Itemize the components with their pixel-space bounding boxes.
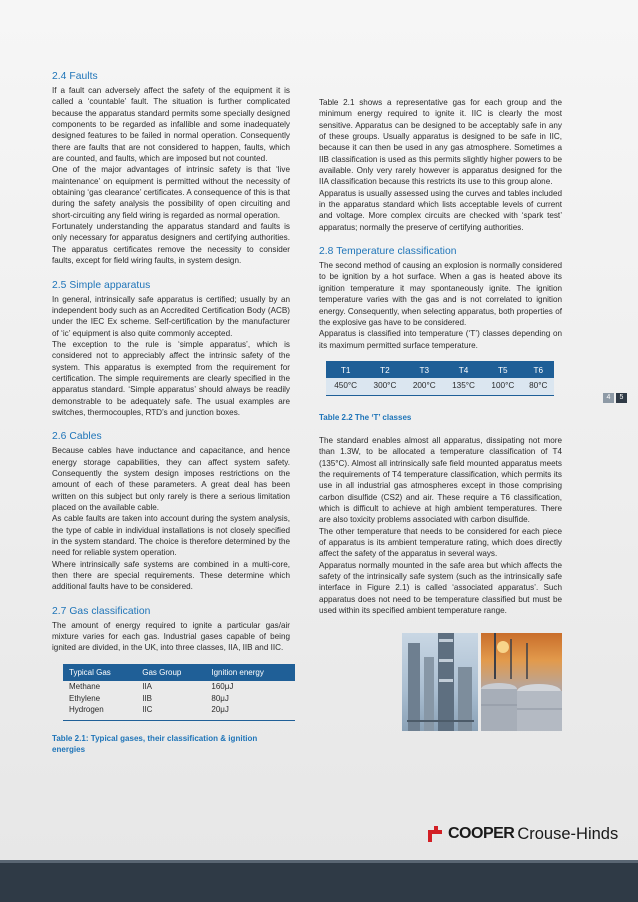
page-number-right: 5 — [616, 393, 627, 403]
table-cell: 80°C — [522, 378, 554, 395]
table-row — [63, 681, 295, 693]
table-cell: 100°C — [483, 378, 522, 395]
paragraph: The other temperature that needs to be considered for each piece of apparatus is its ambient temperature rating, which does directly affect the safety of the apparatus in several ways. — [319, 526, 562, 559]
paragraph: Because cables have inductance and capacitance, and hence energy storage capabilities, they can affect system safety. Consequently the system design imposes restrictions on the amount of each of these parameters. A great deal has been written on this subject but only rarely is there a serious limitation placed on the available cable. — [52, 446, 290, 512]
table-header: T2 — [365, 361, 404, 378]
section-heading-temperature-classification: 2.8 Temperature classification — [319, 246, 457, 258]
paragraph: Fortunately understanding the apparatus standard and faults is only necessary for apparatus designers and certifying authorities. The apparatus certificates remove the necessity to consider faults, except for field wiring faults, in system design. — [52, 222, 290, 266]
paragraph: The amount of energy required to ignite a particular gas/air mixture varies for each gas. Industrial gases capable of being ignited are divided, in the UK, into three classes, IIA, IIB and IIC. — [52, 620, 290, 653]
table-cell: 160μJ — [211, 682, 234, 692]
table-header: Typical Gas — [63, 664, 136, 682]
table-cell: Methane — [69, 682, 101, 692]
table-cell: IIB — [142, 693, 152, 703]
section-heading-gas-classification: 2.7 Gas classification — [52, 605, 151, 617]
cooper-crouse-hinds-logo — [428, 826, 618, 842]
paragraph: Where intrinsically safe systems are combined in a multi-core, then there are special requirements. These determine which additional faults have to be considered. — [52, 559, 290, 592]
section-heading-simple-apparatus: 2.5 Simple apparatus — [52, 279, 151, 291]
paragraph: Apparatus is usually assessed using the curves and tables included in the apparatus standard which lists acceptable levels of current and voltage. More complex circuits are checked with ‘spark test’ apparatus; normally the preserve of certifying authorities. — [319, 188, 562, 232]
table-cell: 300°C — [365, 378, 404, 395]
table-header: T3 — [405, 361, 444, 378]
gas-classification-table — [63, 664, 295, 721]
temperature-class-table — [326, 361, 554, 396]
table-cell: 200°C — [405, 378, 444, 395]
table-cell: 450°C — [326, 378, 365, 395]
table-row — [63, 693, 295, 705]
table-cell: 80μJ — [211, 693, 229, 703]
industrial-towers-photo — [402, 633, 478, 731]
paragraph: The exception to the rule is ‘simple apparatus’, which is considered not to appreciably affect the intrinsic safety of the system. This apparatus is exempted from the requirement for certification. The simple requirements are clearly specified in the apparatus standard. ‘Simple apparatus’ should always be readily demonstrable to be adequately safe. The usual examples are switches, thermocouples, RTD’s and junction boxes. — [52, 339, 290, 417]
paragraph: In general, intrinsically safe apparatus is certified; usually by an independent body such as an Accredited Certification Body (ACB) under the IEC Ex scheme. Self-certification by the manufacturer of ‘ic’ equipment is also quite commonly accepted. — [52, 294, 290, 338]
table-row — [326, 378, 554, 395]
logo-cooper-text: COOPER — [448, 825, 515, 842]
table-header: T5 — [483, 361, 522, 378]
paragraph: Apparatus normally mounted in the safe area but which affects the safety of the intrinsically safe system (such as the intrinsically safe interface in Figure 2.1) is called ‘associated apparatus’. Such apparatus does not need to be temperature classified but must be used within its specified ambient temperature range. — [319, 560, 562, 616]
table-header: Gas Group — [136, 664, 205, 682]
table-header: T6 — [522, 361, 554, 378]
table-caption: Table 2.2 The ‘T’ classes — [319, 412, 412, 422]
logo-crouse-hinds-text: Crouse-Hinds — [517, 825, 619, 843]
footer-band — [0, 860, 638, 902]
table-cell: Hydrogen — [63, 704, 136, 720]
table-header: T4 — [444, 361, 483, 378]
page-numbers — [603, 393, 627, 403]
paragraph: Table 2.1 shows a representative gas for each group and the minimum energy required to ignite it. IIC is clearly the most sensitive. Apparatus can be designed to be acceptably safe in any of these groups. Usually apparatus is designed to be safe in IIC, because it can then be used in any gas atmosphere. Sometimes a IIB classification is used as this permits slightly higher powers to be available. Only very rarely however is apparatus designed for the IIA classification because this restricts its use to this group alone. — [319, 98, 562, 187]
table-cell: IIC — [136, 704, 205, 720]
table-cell: 135°C — [444, 378, 483, 395]
paragraph: As cable faults are taken into account during the system analysis, the type of cable in individual installations is not closely specified in the system standard. The choice is therefore determined by the need for reliable system operation. — [52, 514, 290, 558]
page-number-left: 4 — [603, 393, 614, 403]
paragraph: If a fault can adversely affect the safety of the equipment it is called a ‘countable’ fault. The situation is further complicated because the apparatus standard permits some specially designed components to be regarded as infallible and some inadequately designed features to be failed in normal operation. Consequently there are faults that are not considered to happen, faults, which are counted, and faults, which are imposed but not counted. — [52, 86, 290, 164]
table-caption: Table 2.1: Typical gases, their classification & ignition energies — [52, 733, 258, 755]
table-cell: IIA — [142, 682, 152, 692]
section-heading-cables: 2.6 Cables — [52, 431, 102, 443]
paragraph: The standard enables almost all apparatus, dissipating not more than 1.3W, to be allocated a temperature classification of T4 (135°C). Almost all intrinsically safe field mounted apparatus meets the requirements of T4 temperature classification, which permits its use in all industrial gas atmospheres except in those comprising carbon disulfide (CS2) and air. These require a T6 classification, which is difficult to achieve at high ambient temperatures. There are also toxicity problems associated with carbon disulfide. — [319, 435, 562, 525]
storage-tanks-sunset-photo — [481, 633, 562, 731]
left-column — [52, 70, 290, 755]
section-heading-faults: 2.4 Faults — [52, 71, 98, 82]
table-header: Ignition energy — [205, 664, 295, 682]
table-cell: 20μJ — [205, 704, 295, 720]
table-cell: Ethylene — [69, 693, 101, 703]
right-column — [319, 97, 562, 616]
paragraph: Apparatus is classified into temperature (‘T’) classes depending on its maximum permitted surface temperature. — [319, 329, 562, 350]
table-header: T1 — [326, 361, 365, 378]
table-row — [63, 704, 295, 720]
cooper-logo-icon — [428, 826, 444, 842]
paragraph: One of the major advantages of intrinsic safety is that ‘live maintenance’ on equipment is permitted without the necessity of obtaining ‘gas clearance’ certificates. A consequence of this is that during the safety analysis the possibility of open circuiting and short-circuiting any field wiring is regarded as normal operation. — [52, 165, 290, 220]
paragraph: The second method of causing an explosion is normally considered to be ignition by a hot surface. When a gas is heated above its ignition temperature it may spontaneously ignite. The ignition temperature varies with the gas and is not correlated to ignition energy. Consequently, when selecting apparatus, both properties of the explosive gas have to be considered. — [319, 261, 562, 327]
